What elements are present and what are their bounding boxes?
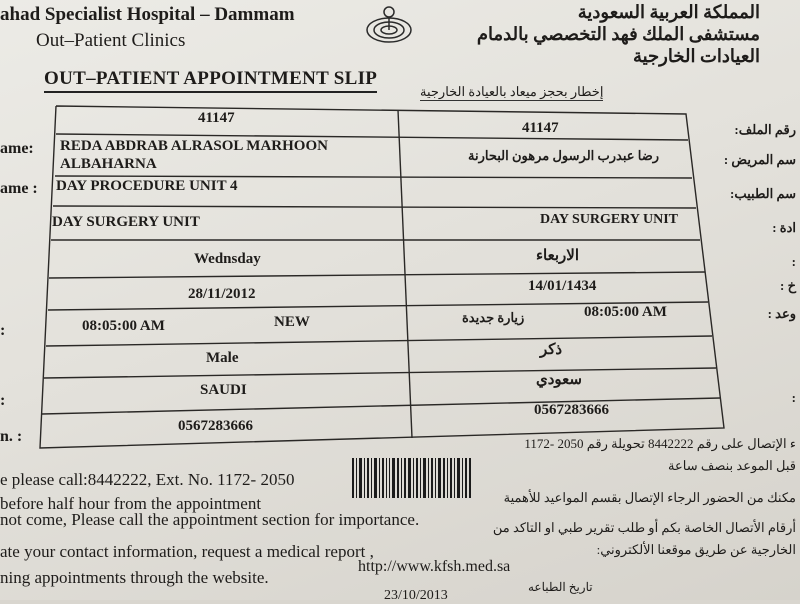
clinics-name-en: Out–Patient Clinics xyxy=(36,30,186,51)
footer-en-line2: before half hour from the appointment xyxy=(0,494,262,513)
print-date: 23/10/2013 xyxy=(384,588,448,603)
kingdom-name-ar: المملكة العربية السعودية xyxy=(577,2,760,22)
website-link[interactable]: http://www.kfsh.med.sa xyxy=(358,558,511,575)
sex-ar: ذكر xyxy=(540,342,563,358)
doctor-name-en: DAY PROCEDURE UNIT 4 xyxy=(56,178,238,194)
slip-title-ar: إخطار بحجز ميعاد بالعيادة الخارجية xyxy=(420,84,604,99)
patient-name-ar: رضا عبدرب الرسول مرهون البحارنة xyxy=(468,148,660,163)
hospital-name-en: ahad Specialist Hospital – Dammam xyxy=(0,4,295,25)
phone-ar: 0567283666 xyxy=(534,402,609,418)
time-ar: 08:05:00 AM xyxy=(584,304,667,320)
footer-ar-line4: أرقام الأتصال الخاصة بكم أو طلب تقرير طبي او التاكد من xyxy=(492,520,796,535)
footer-en-line4: ate your contact information, request a medical report , xyxy=(0,542,374,561)
label-doctor-name-ar: سم الطبيب: xyxy=(730,186,796,201)
clinic-en: DAY SURGERY UNIT xyxy=(52,214,200,230)
date-ar: 14/01/1434 xyxy=(528,278,597,294)
label-doctor-name-en: ame : xyxy=(0,180,38,197)
phone-en: 0567283666 xyxy=(178,418,253,434)
clinics-name-ar: العيادات الخارجية xyxy=(632,46,760,66)
hospital-emblem-icon xyxy=(364,0,414,48)
visit-type-ar: زيارة جديدة xyxy=(462,310,525,325)
date-en: 28/11/2012 xyxy=(188,286,256,302)
label-contact-en: n. : xyxy=(0,428,23,445)
file-no-en: 41147 xyxy=(198,110,235,126)
label-patient-name-ar: سم المريض : xyxy=(723,152,796,167)
footer-en-line1: e please call:8442222, Ext. No. 1172- 2050 xyxy=(0,470,295,489)
hospital-name-ar: مستشفى الملك فهد التخصصي بالدمام xyxy=(476,24,760,44)
footer-en-line3: not come, Please call the appointment section for importance. xyxy=(0,510,420,529)
label-time-ar: وعد : xyxy=(767,306,796,321)
label-patient-name-en: ame: xyxy=(0,140,34,157)
slip-title-en: OUT–PATIENT APPOINTMENT SLIP xyxy=(44,68,377,93)
nationality-ar: سعودي xyxy=(536,372,582,388)
label-sex-ar: : xyxy=(791,390,796,405)
day-en: Wednsday xyxy=(194,251,261,267)
footer-en-line5: ning appointments through the website. xyxy=(0,568,269,587)
file-no-ar: 41147 xyxy=(522,120,559,136)
label-left-c2: : xyxy=(0,392,6,409)
sex-en: Male xyxy=(206,350,239,366)
patient-name-en-line1: REDA ABDRAB ALRASOL MARHOON xyxy=(60,138,328,154)
print-date-label-ar: تاريخ الطباعه xyxy=(528,580,593,594)
footer-ar-line5: الخارجية عن طريق موقعنا الألكتروني: xyxy=(596,542,796,557)
nationality-en: SAUDI xyxy=(200,382,247,398)
time-en: 08:05:00 AM xyxy=(82,318,165,334)
footer-ar-line2: قبل الموعد بنصف ساعة xyxy=(668,458,796,473)
patient-name-en-line2: ALBAHARNA xyxy=(60,156,157,172)
visit-type-en: NEW xyxy=(274,314,310,330)
label-date-ar: خ : xyxy=(780,278,796,293)
barcode-icon xyxy=(352,458,472,500)
clinic-ar: DAY SURGERY UNIT xyxy=(540,212,678,227)
label-clinic-ar: ادة : xyxy=(772,220,796,235)
label-day-ar: : xyxy=(791,254,796,269)
footer-ar-line1: ء الإتصال على رقم 8442222 تحويلة رقم 2050 -1172 xyxy=(524,436,796,451)
label-left-c1: : xyxy=(0,322,6,339)
label-file-no-ar: رقم الملف: xyxy=(734,122,796,137)
day-ar: الاربعاء xyxy=(536,248,580,264)
footer-ar-line3: مكنك من الحضور الرجاء الإتصال بقسم المواعيد للأهمية xyxy=(503,490,796,505)
